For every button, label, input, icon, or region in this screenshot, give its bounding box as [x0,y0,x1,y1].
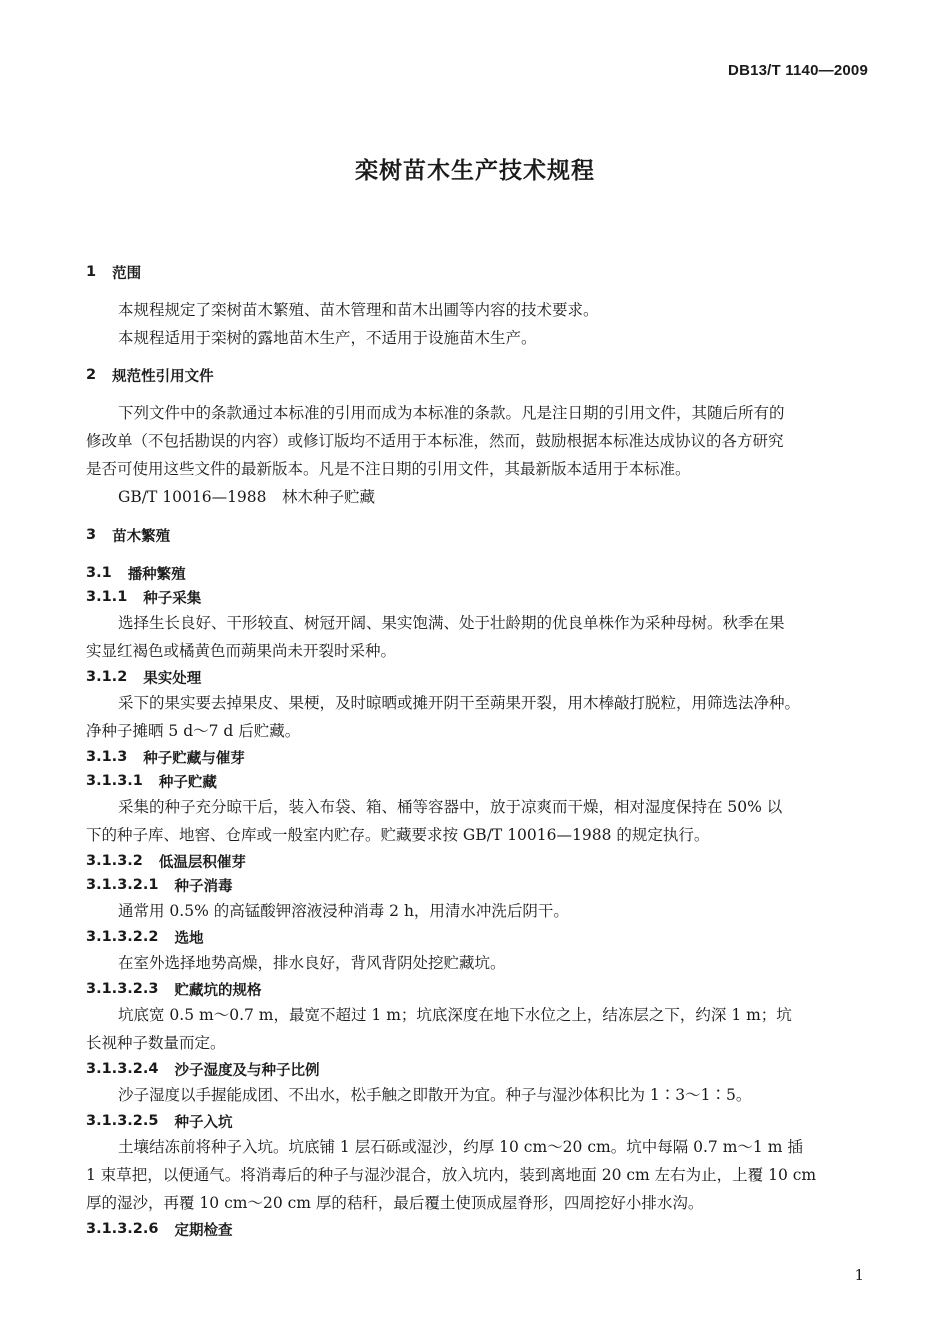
paragraph-line: 土壤结冻前将种子入坑。坑底铺 1 层石砾或湿沙，约厚 10 cm～20 cm。坑中每隔 0.7 m～1 m 插 [118,1138,803,1156]
subsection-title: 种子贮藏与催芽 [143,750,245,767]
subsection-title: 果实处理 [143,670,202,687]
subsection-title: 种子入坑 [174,1114,233,1131]
paragraph-line: 实显红褐色或橘黄色而蒴果尚未开裂时采种。 [86,642,397,660]
page-number: 1 [854,1266,864,1284]
paragraph-line: 修改单（不包括勘误的内容）或修订版均不适用于本标准，然而，鼓励根据本标准达成协议的各方研究 [86,432,784,450]
subsection-title: 种子消毒 [174,878,233,895]
subsection-heading [86,873,868,897]
subsection-number: 3.1.3.1 [86,773,143,789]
subsection-heading [86,1057,868,1081]
section-title: 苗木繁殖 [112,528,171,545]
paragraph-line: 1 束草把，以便通气。将消毒后的种子与湿沙混合，放入坑内，装到离地面 20 cm 左右为止，上覆 10 cm [86,1166,817,1184]
subsection-title: 贮藏坑的规格 [174,982,262,999]
section-title: 范围 [112,265,142,282]
subsection-title: 播种繁殖 [127,566,186,583]
subsection-heading [86,665,868,689]
paragraph-line: 通常用 0.5% 的高锰酸钾溶液浸种消毒 2 h，用清水冲洗后阴干。 [118,902,569,920]
subsection-number: 3.1.3.2.6 [86,1221,159,1237]
subsection-heading [86,745,868,769]
subsection-number: 3.1 [86,565,112,581]
paragraph-line: 沙子湿度以手握能成团、不出水，松手触之即散开为宜。种子与湿沙体积比为 1∶3～1∶5。 [118,1086,752,1104]
subsection-heading [86,561,868,585]
subsection-title: 种子采集 [143,590,202,607]
paragraph-line: 下列文件中的条款通过本标准的引用而成为本标准的条款。凡是注日期的引用文件，其随后所有的 [118,404,785,422]
paragraph-line: 净种子摊晒 5 d～7 d 后贮藏。 [86,722,301,740]
section-heading-3 [86,521,868,549]
section-number: 1 [86,264,97,280]
subsection-heading [86,849,868,873]
document-title: 栾树苗木生产技术规程 [355,158,595,184]
subsection-title: 选地 [174,930,204,947]
paragraph: 本规程规定了栾树苗木繁殖、苗木管理和苗木出圃等内容的技术要求。 [118,301,599,319]
subsection-number: 3.1.3.2.1 [86,877,159,893]
paragraph-line: 长视种子数量而定。 [86,1034,226,1052]
subsection-heading [86,977,868,1001]
subsection-number: 3.1.3.2.2 [86,929,159,945]
section-heading-2 [86,361,868,389]
subsection-heading [86,1217,868,1241]
paragraph-block [86,399,868,511]
section-number: 3 [86,527,97,543]
subsection-number: 3.1.3 [86,749,128,765]
subsection-number: 3.1.3.2.4 [86,1061,159,1077]
paragraph: 本规程适用于栾树的露地苗木生产，不适用于设施苗木生产。 [118,329,537,347]
standard-code: DB13/T 1140—2009 [728,62,868,79]
section-title: 规范性引用文件 [112,368,214,385]
reference-item: GB/T 10016—1988 林木种子贮藏 [118,488,376,506]
paragraph-line: 是否可使用这些文件的最新版本。凡是不注日期的引用文件，其最新版本适用于本标准。 [86,460,691,478]
paragraph-line: 采下的果实要去掉果皮、果梗，及时晾晒或摊开阴干至蒴果开裂，用木棒敲打脱粒，用筛选法净种。 [118,694,801,712]
subsection-number: 3.1.1 [86,589,128,605]
subsection-title: 低温层积催芽 [158,854,246,871]
subsection-number: 3.1.3.2 [86,853,143,869]
subsection-title: 沙子湿度及与种子比例 [174,1062,320,1079]
paragraph-line: 下的种子库、地窖、仓库或一般室内贮存。贮藏要求按 GB/T 10016—1988 的规定执行。 [86,826,710,844]
paragraph-line: 厚的湿沙，再覆 10 cm～20 cm 厚的秸秆，最后覆土使顶成屋脊形，四周挖好小排水沟。 [86,1194,704,1212]
subsection-title: 种子贮藏 [158,774,217,791]
subsection-number: 3.1.2 [86,669,128,685]
subsection-heading [86,1109,868,1133]
paragraph-line: 选择生长良好、干形较直、树冠开阔、果实饱满、处于壮龄期的优良单株作为采种母树。秋季在果 [118,614,785,632]
subsection-number: 3.1.3.2.3 [86,981,159,997]
document-body [86,258,868,1241]
subsection-heading [86,585,868,609]
subsection-title: 定期检查 [174,1222,233,1239]
subsection-heading [86,925,868,949]
paragraph-line: 坑底宽 0.5 m～0.7 m，最宽不超过 1 m；坑底深度在地下水位之上，结冻层之下，约深 1 m；坑 [118,1006,792,1024]
section-number: 2 [86,367,97,383]
subsection-number: 3.1.3.2.5 [86,1113,159,1129]
paragraph-line: 采集的种子充分晾干后，装入布袋、箱、桶等容器中，放于凉爽而干燥，相对湿度保持在 50% 以 [118,798,783,816]
subsection-heading [86,769,868,793]
section-heading-1 [86,258,868,286]
paragraph-line: 在室外选择地势高燥，排水良好，背风背阴处挖贮藏坑。 [118,954,506,972]
